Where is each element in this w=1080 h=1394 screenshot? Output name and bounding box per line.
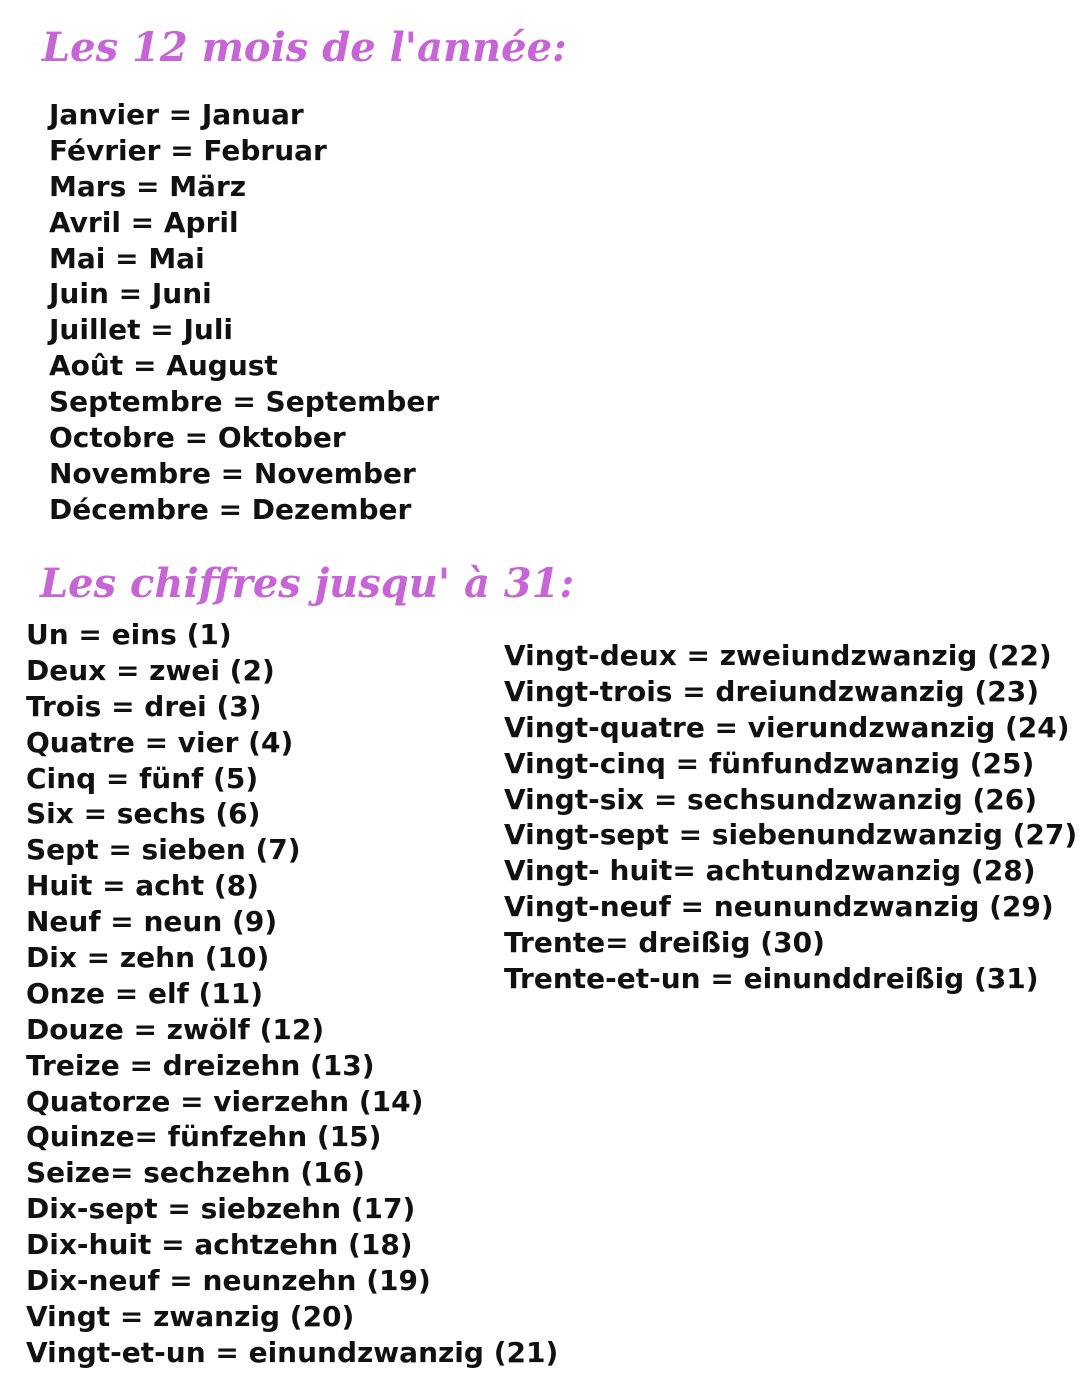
number-item: Huit = acht (8) bbox=[26, 869, 259, 903]
number-item: Vingt-sept = siebenundzwanzig (27) bbox=[504, 818, 1078, 852]
month-item: Mai = Mai bbox=[49, 241, 205, 275]
number-item: Dix-sept = siebzehn (17) bbox=[26, 1192, 416, 1226]
number-item: Sept = sieben (7) bbox=[26, 833, 301, 867]
number-item: Douze = zwölf (12) bbox=[26, 1012, 325, 1046]
month-item: Octobre = Oktober bbox=[49, 421, 346, 455]
number-item: Quatre = vier (4) bbox=[26, 725, 294, 759]
number-item: Dix-huit = achtzehn (18) bbox=[26, 1228, 413, 1262]
month-item: Juin = Juni bbox=[49, 277, 212, 311]
number-item: Treize = dreizehn (13) bbox=[26, 1048, 375, 1082]
number-item: Trente-et-un = einunddreißig (31) bbox=[504, 962, 1039, 996]
number-item: Dix-neuf = neunzehn (19) bbox=[26, 1264, 431, 1298]
months-list bbox=[49, 97, 439, 528]
number-item: Six = sechs (6) bbox=[26, 797, 261, 831]
number-item: Vingt-neuf = neunundzwanzig (29) bbox=[504, 890, 1054, 924]
number-item: Vingt-quatre = vierundzwanzig (24) bbox=[504, 710, 1070, 744]
month-item: Août = August bbox=[49, 349, 278, 383]
number-item: Neuf = neun (9) bbox=[26, 905, 278, 939]
month-item: Novembre = November bbox=[49, 456, 416, 490]
numbers-heading: Les chiffres jusqu' à 31: bbox=[40, 560, 575, 607]
month-item: Septembre = September bbox=[49, 385, 440, 419]
number-item: Deux = zwei (2) bbox=[26, 653, 275, 687]
month-item: Mars = März bbox=[49, 169, 247, 203]
number-item: Vingt- huit= achtundzwanzig (28) bbox=[504, 854, 1036, 888]
number-item: Cinq = fünf (5) bbox=[26, 761, 259, 795]
number-item: Vingt-cinq = fünfundzwanzig (25) bbox=[504, 746, 1035, 780]
number-item: Quinze= fünfzehn (15) bbox=[26, 1120, 382, 1154]
month-item: Février = Februar bbox=[49, 133, 327, 167]
number-item: Trois = drei (3) bbox=[26, 689, 262, 723]
month-item: Décembre = Dezember bbox=[49, 492, 412, 526]
number-item: Un = eins (1) bbox=[26, 618, 232, 651]
number-item: Vingt-six = sechsundzwanzig (26) bbox=[504, 782, 1038, 816]
number-item: Trente= dreißig (30) bbox=[504, 926, 825, 960]
month-item: Avril = April bbox=[49, 205, 239, 239]
number-item: Vingt-et-un = einundzwanzig (21) bbox=[26, 1335, 559, 1369]
month-item: Janvier = Januar bbox=[49, 98, 304, 131]
number-item: Dix = zehn (10) bbox=[26, 941, 270, 975]
numbers-list-right bbox=[504, 638, 1077, 997]
number-item: Vingt = zwanzig (20) bbox=[26, 1299, 355, 1333]
number-item: Vingt-deux = zweiundzwanzig (22) bbox=[504, 639, 1052, 672]
months-heading: Les 12 mois de l'année: bbox=[42, 24, 567, 71]
numbers-list-left bbox=[26, 617, 558, 1371]
number-item: Quatorze = vierzehn (14) bbox=[26, 1084, 424, 1118]
number-item: Onze = elf (11) bbox=[26, 976, 264, 1010]
month-item: Juillet = Juli bbox=[49, 313, 234, 347]
number-item: Seize= sechzehn (16) bbox=[26, 1156, 365, 1190]
number-item: Vingt-trois = dreiundzwanzig (23) bbox=[504, 674, 1039, 708]
